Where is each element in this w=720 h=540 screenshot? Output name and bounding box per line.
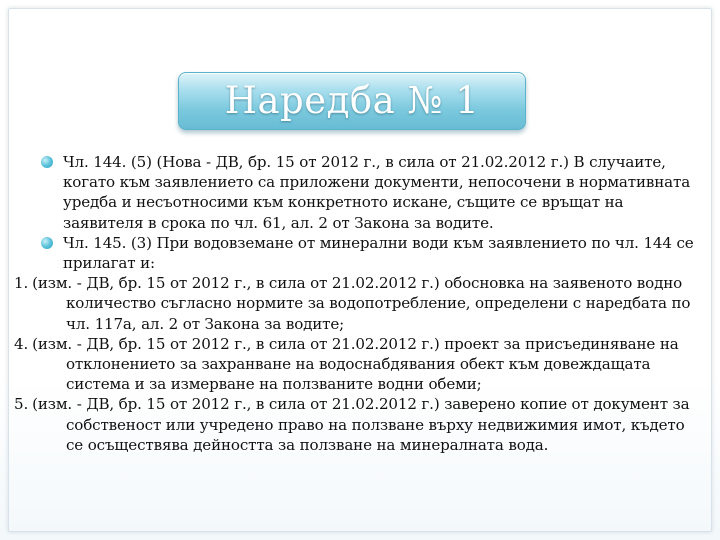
list-item-text: (изм. - ДВ, бр. 15 от 2012 г., в сила от 21.02.2012 г.) обосновка на заявеното водно количество съгласно нормите за водопотребление, определени с наредбата по чл. 117а, ал. 2 от Закона за водите; xyxy=(32,274,691,333)
list-item-number: 4. xyxy=(14,334,29,353)
list-item xyxy=(14,273,702,334)
list-item xyxy=(14,394,702,455)
title-box xyxy=(178,72,526,130)
list-item-text: Чл. 145. (3) При водовземане от минерални води към заявлението по чл. 144 се прилагат и: xyxy=(63,233,694,273)
list-item-text: (изм. - ДВ, бр. 15 от 2012 г., в сила от 21.02.2012 г.) заверено копие от документ за собственост или учредено право на ползване върху недвижимия имот, където се осъществява дейността за ползване на минералната вода. xyxy=(32,395,690,454)
round-bullet-icon xyxy=(41,156,53,168)
list-item-number: 5. xyxy=(14,395,29,414)
list-item xyxy=(14,152,702,233)
list-item xyxy=(14,233,702,273)
list-item-text: (изм. - ДВ, бр. 15 от 2012 г., в сила от 21.02.2012 г.) проект за присъединяване на отклонението за захранване на водоснабдявания обект към довеждащата система и за измерване на ползваните водни обеми; xyxy=(32,334,679,394)
round-bullet-icon xyxy=(41,237,53,249)
list-item xyxy=(14,334,702,395)
content-area xyxy=(14,152,702,455)
list-item-text: Чл. 144. (5) (Нова - ДВ, бр. 15 от 2012 г., в сила от 21.02.2012 г.) В случаите, когато към заявлението са приложени документи, непосочени в нормативната уредба и несъотносими към конкретното искане, същите се връщат на заявителя в срока по чл. 61, ал. 2 от Закона за водите. xyxy=(63,153,691,232)
list-item-number: 1. xyxy=(14,274,29,293)
slide-title: Наредба № 1 xyxy=(224,79,480,122)
